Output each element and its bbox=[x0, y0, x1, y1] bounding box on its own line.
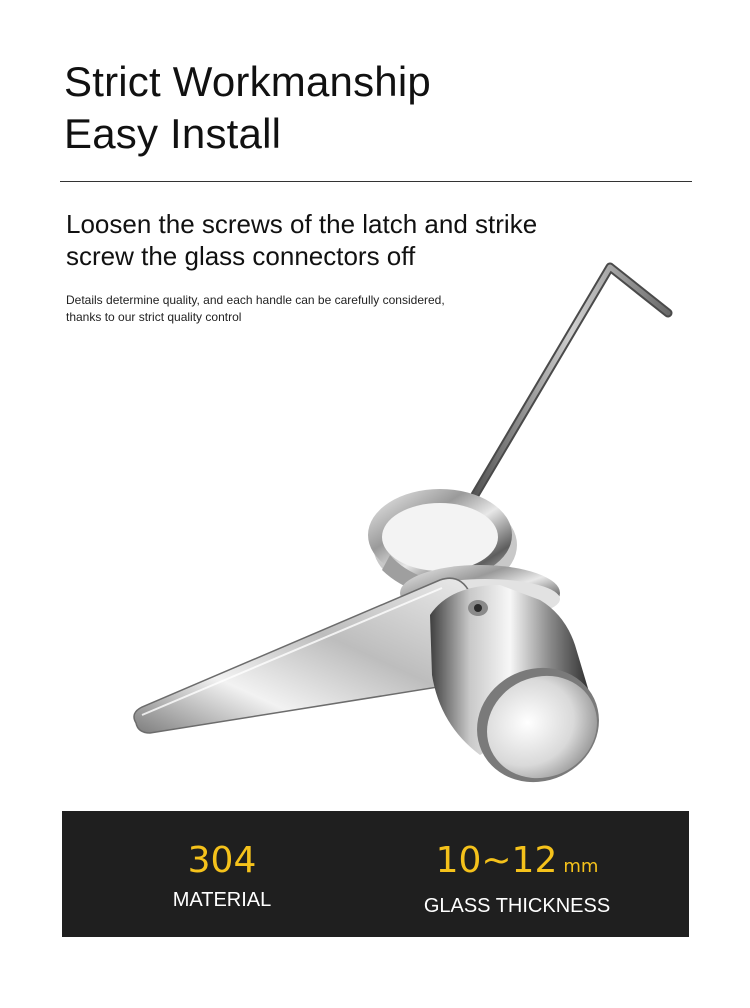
spec-glass-thickness bbox=[412, 841, 622, 919]
page-title bbox=[64, 56, 431, 160]
thickness-label: GLASS THICKNESS bbox=[423, 895, 611, 917]
divider bbox=[60, 181, 692, 182]
material-label: MATERIAL bbox=[172, 889, 272, 911]
thickness-value-wrap bbox=[412, 841, 622, 887]
spec-material bbox=[162, 841, 282, 913]
description-line-1: Details determine quality, and each handle can be carefully considered, bbox=[66, 293, 445, 307]
door-handle-image bbox=[120, 255, 680, 795]
subtitle-line-1: Loosen the screws of the latch and strike bbox=[66, 209, 538, 239]
thickness-value: 10~12 bbox=[435, 840, 558, 881]
title-line-1: Strict Workmanship bbox=[64, 58, 431, 105]
allen-key-icon bbox=[475, 267, 668, 495]
title-line-2: Easy Install bbox=[64, 110, 282, 157]
material-value: 304 bbox=[187, 840, 257, 881]
subtitle-line-2: screw the glass connectors off bbox=[66, 241, 416, 271]
description-line-2: thanks to our strict quality control bbox=[66, 310, 242, 324]
specs-panel bbox=[62, 811, 689, 937]
thickness-unit: mm bbox=[563, 856, 599, 877]
